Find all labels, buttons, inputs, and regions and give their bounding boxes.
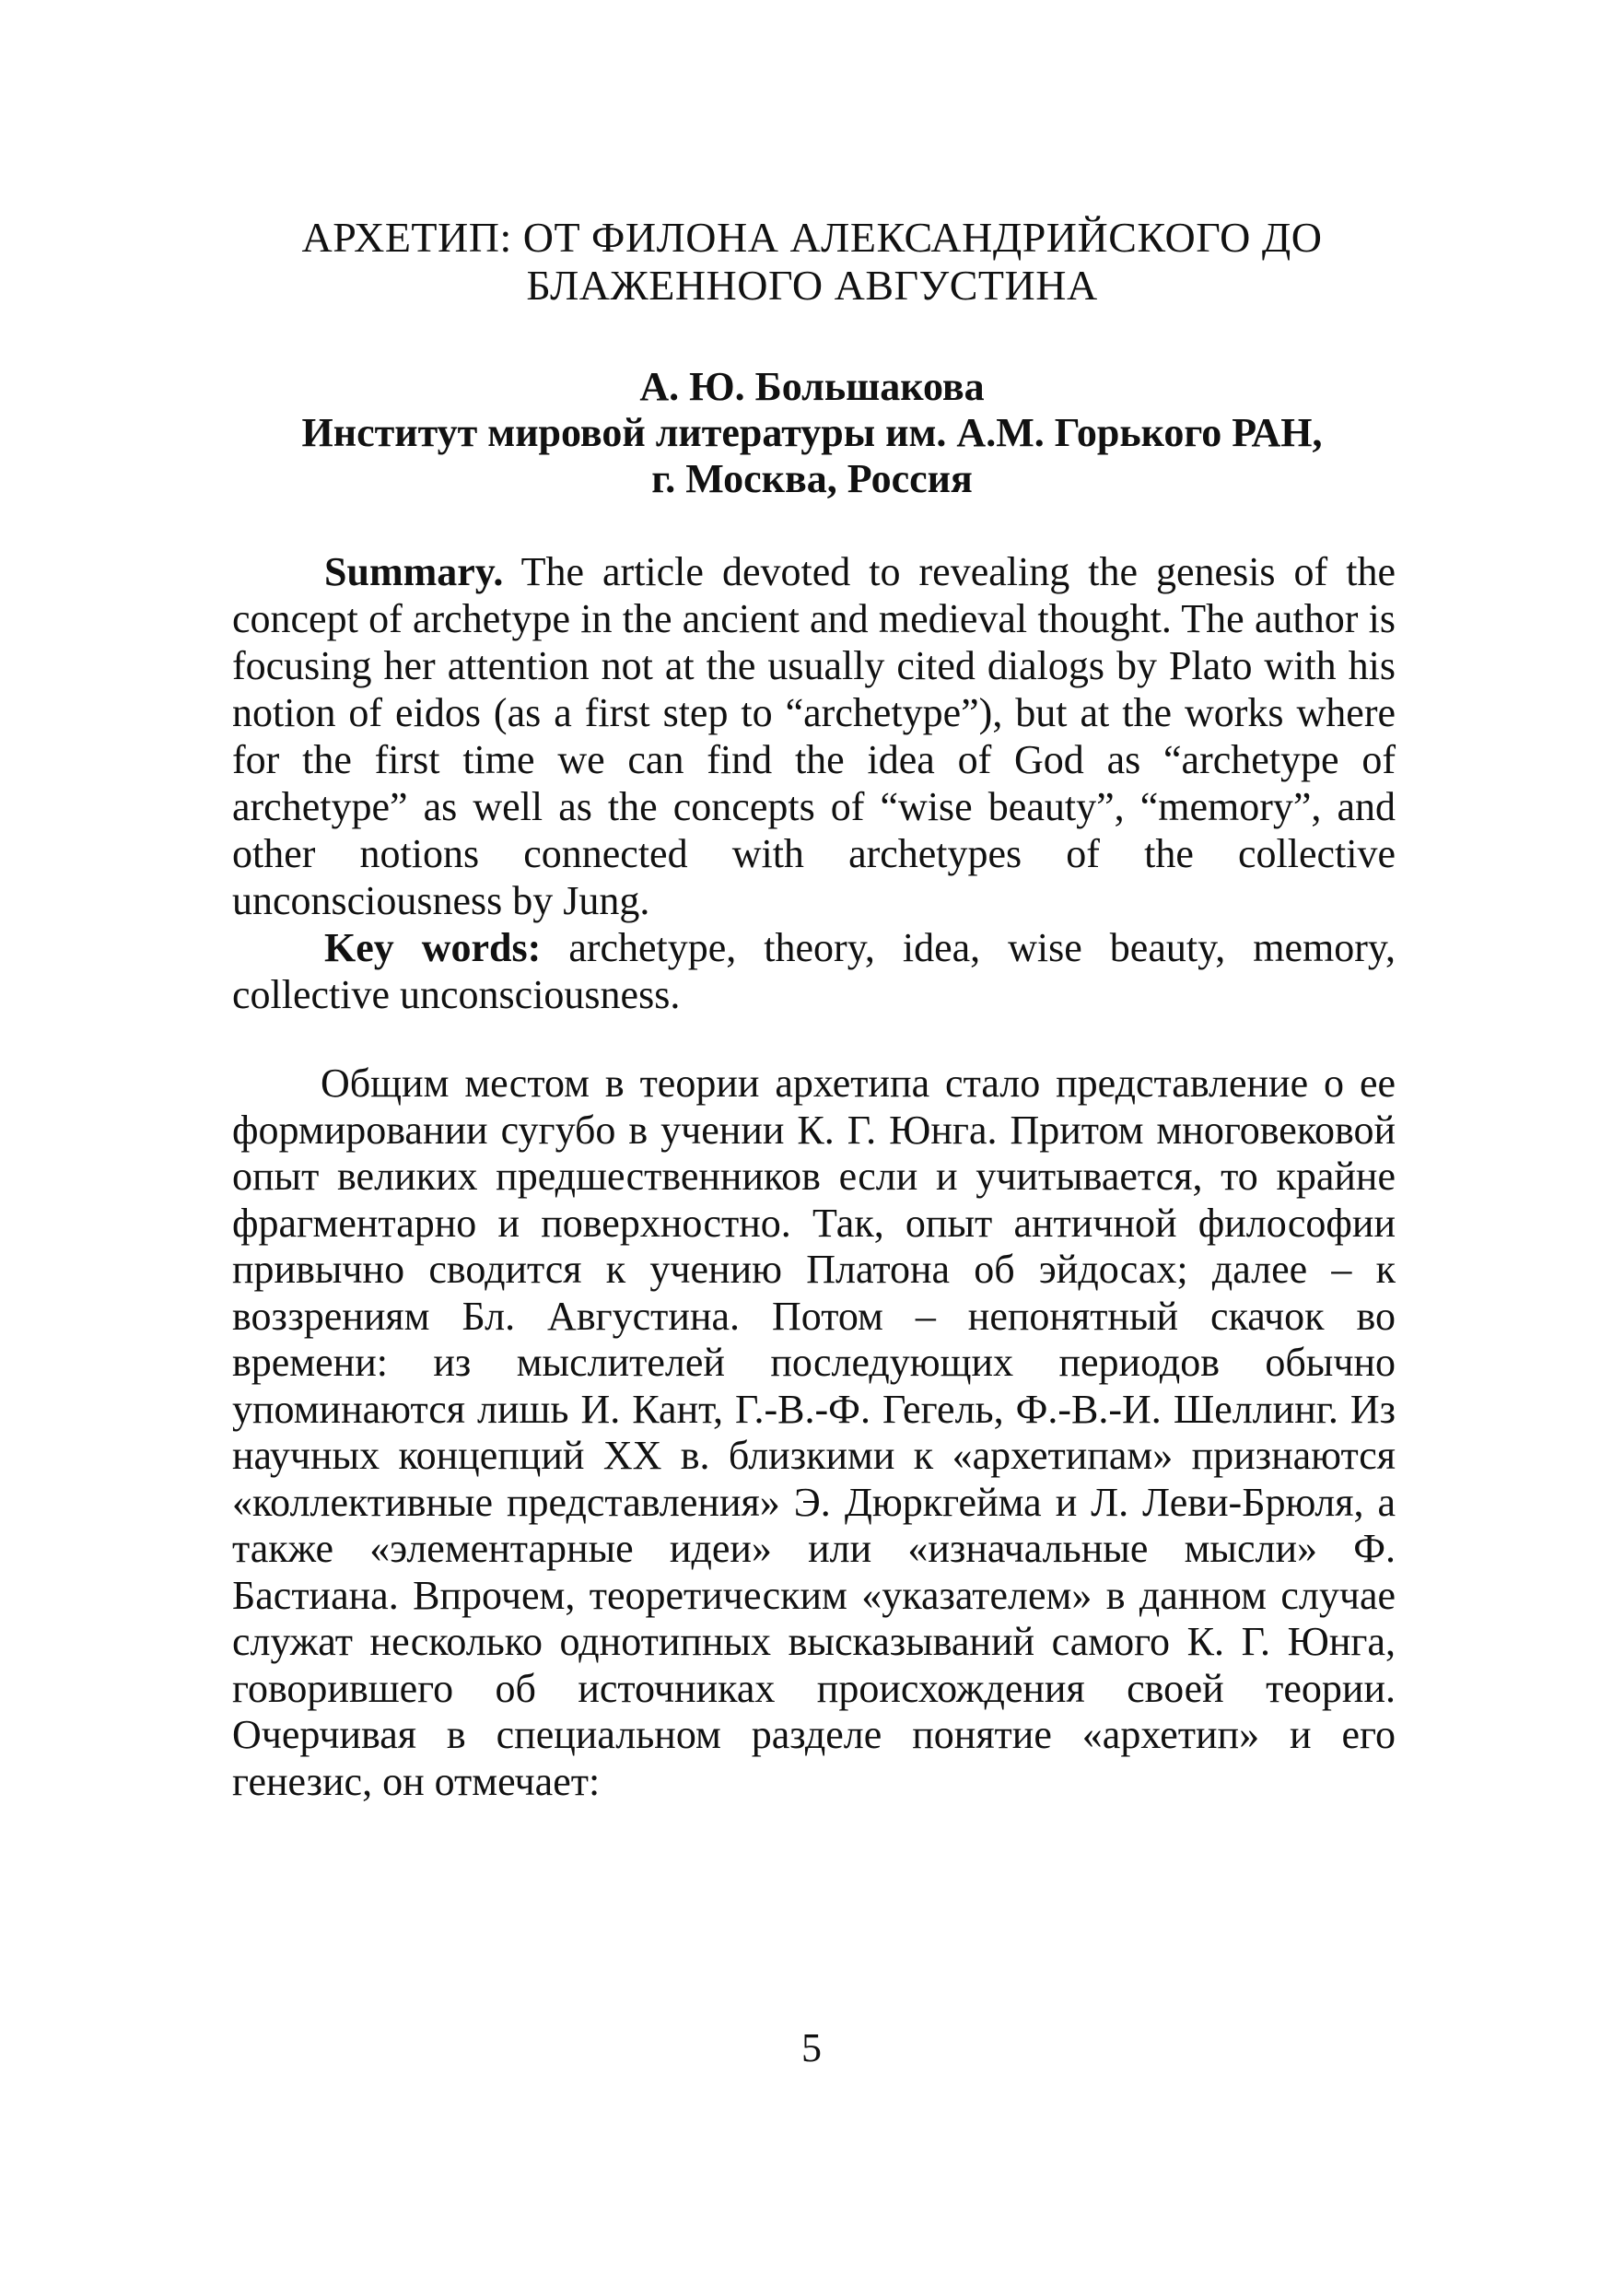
summary-text: The article devoted to revealing the genesis of the concept of archetype in the ancient and medieval thought. The author is focusing her attention not at the usually cited dialogs by Plato with his notion of eidos (as a first step to “archetype”), but at the works where for the first time we can find the idea of God as “archetype of archetype” as well as the concepts of “wise beauty”, “memory”, and other notions connected with archetypes of the collective unconsciousness by Jung. bbox=[232, 549, 1396, 923]
summary-paragraph bbox=[232, 548, 1396, 924]
page-number: 5 bbox=[801, 2025, 822, 2070]
keywords-label: Key words: bbox=[324, 925, 542, 970]
title-line-1: АРХЕТИП: ОТ ФИЛОНА АЛЕКСАНДРИЙСКОГО ДО bbox=[301, 214, 1323, 261]
summary-label: Summary. bbox=[324, 549, 504, 594]
body-paragraph: Общим местом в теории архетипа стало представление о ее формировании сугубо в учении К. Г. Юнга. Притом многовековой опыт великих предшественников если и учитывается, то крайне фрагментарно и поверхностно. Так, опыт античной философии привычно сводится к учению Платона об эйдосах; далее – к воззрениям Бл. Августина. Потом – непонятный скачок во времени: из мыслителей последующих периодов обычно упоминаются лишь И. Кант, Г.-В.-Ф. Гегель, Ф.-В.-И. Шеллинг. Из научных концепций XX в. близкими к «архетипам» признаются «коллективные представления» Э. Дюркгейма и Л. Леви-Брюля, а также «элементарные идеи» или «изначальные мысли» Ф. Бастиана. Впрочем, теоретическим «указателем» в данном случае служат несколько однотипных высказываний самого К. Г. Юнга, говорившего об источниках происхождения своей теории. Очерчивая в специальном разделе понятие «архетип» и его генезис, он отмечает: bbox=[232, 1061, 1396, 1804]
author-name: А. Ю. Большакова bbox=[639, 364, 985, 409]
keywords-text: archetype, theory, idea, wise beauty, memory, collective unconsciousness. bbox=[232, 925, 1396, 1017]
author-city: г. Москва, Россия bbox=[651, 456, 973, 501]
article-title bbox=[230, 214, 1394, 310]
abstract bbox=[232, 548, 1396, 1018]
main-text bbox=[232, 1061, 1396, 1805]
author-affiliation: Институт мировой литературы им. А.М. Горького РАН, bbox=[301, 410, 1323, 455]
keywords-paragraph bbox=[232, 924, 1396, 1018]
title-line-2: БЛАЖЕННОГО АВГУСТИНА bbox=[526, 262, 1098, 309]
author-block bbox=[230, 364, 1394, 502]
